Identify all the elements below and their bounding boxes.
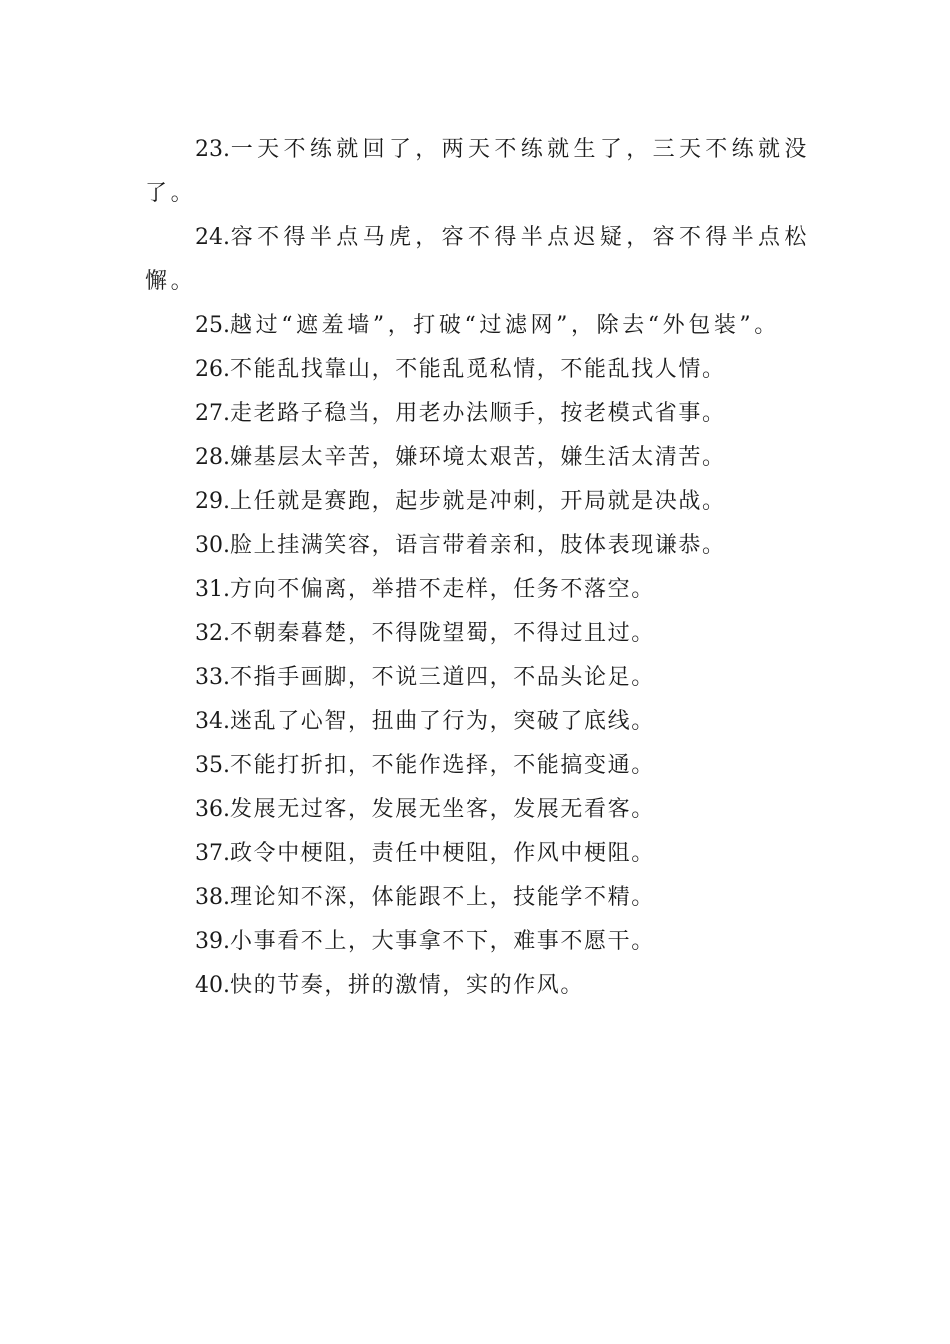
list-item-28 bbox=[145, 436, 810, 480]
item-text: 不朝秦暮楚，不得陇望蜀，不得过且过。 bbox=[230, 621, 655, 646]
list-item-27 bbox=[145, 392, 810, 436]
item-text: 越过“遮羞墙”，打破“过滤网”，除去“外包装”。 bbox=[230, 313, 780, 338]
item-text: 快的节奏，拼的激情，实的作风。 bbox=[230, 973, 585, 998]
item-text: 上任就是赛跑，起步就是冲刺，开局就是决战。 bbox=[230, 489, 726, 514]
list-item-24 bbox=[145, 216, 810, 304]
list-item-33 bbox=[145, 656, 810, 700]
item-text: 政令中梗阻，责任中梗阻，作风中梗阻。 bbox=[230, 841, 655, 866]
item-number: 38. bbox=[195, 885, 230, 910]
item-text: 方向不偏离，举措不走样，任务不落空。 bbox=[230, 577, 655, 602]
item-text: 一天不练就回了，两天不练就生了，三天不练就没了。 bbox=[145, 137, 810, 206]
list-item-31 bbox=[145, 568, 810, 612]
item-text: 发展无过客，发展无坐客，发展无看客。 bbox=[230, 797, 655, 822]
list-item-35 bbox=[145, 744, 810, 788]
item-text: 迷乱了心智，扭曲了行为，突破了底线。 bbox=[230, 709, 655, 734]
item-number: 35. bbox=[195, 753, 230, 778]
list-item-37 bbox=[145, 832, 810, 876]
list-item-38 bbox=[145, 876, 810, 920]
item-number: 32. bbox=[195, 621, 230, 646]
list-item-39 bbox=[145, 920, 810, 964]
item-number: 29. bbox=[195, 489, 230, 514]
item-number: 33. bbox=[195, 665, 230, 690]
item-number: 39. bbox=[195, 929, 230, 954]
item-number: 37. bbox=[195, 841, 230, 866]
list-item-29 bbox=[145, 480, 810, 524]
item-text: 不能乱找靠山，不能乱觅私情，不能乱找人情。 bbox=[230, 357, 726, 382]
item-text: 嫌基层太辛苦，嫌环境太艰苦，嫌生活太清苦。 bbox=[230, 445, 726, 470]
list-item-26 bbox=[145, 348, 810, 392]
item-number: 31. bbox=[195, 577, 230, 602]
item-number: 28. bbox=[195, 445, 230, 470]
item-text: 脸上挂满笑容，语言带着亲和，肢体表现谦恭。 bbox=[230, 533, 726, 558]
list-item-32 bbox=[145, 612, 810, 656]
list-item-30 bbox=[145, 524, 810, 568]
item-number: 23. bbox=[195, 137, 230, 162]
item-number: 27. bbox=[195, 401, 230, 426]
item-text: 走老路子稳当，用老办法顺手，按老模式省事。 bbox=[230, 401, 726, 426]
list-item-25 bbox=[145, 304, 810, 348]
item-text: 理论知不深，体能跟不上，技能学不精。 bbox=[230, 885, 655, 910]
item-number: 34. bbox=[195, 709, 230, 734]
item-number: 36. bbox=[195, 797, 230, 822]
item-text: 不能打折扣，不能作选择，不能搞变通。 bbox=[230, 753, 655, 778]
item-number: 30. bbox=[195, 533, 230, 558]
list-item-40 bbox=[145, 964, 810, 1008]
list-item-34 bbox=[145, 700, 810, 744]
item-text: 容不得半点马虎，容不得半点迟疑，容不得半点松懈。 bbox=[145, 225, 810, 294]
item-text: 小事看不上，大事拿不下，难事不愿干。 bbox=[230, 929, 655, 954]
item-number: 40. bbox=[195, 973, 230, 998]
item-number: 26. bbox=[195, 357, 230, 382]
list-item-36 bbox=[145, 788, 810, 832]
document-body bbox=[145, 128, 810, 1008]
item-number: 24. bbox=[195, 225, 230, 250]
item-number: 25. bbox=[195, 313, 230, 338]
item-text: 不指手画脚，不说三道四，不品头论足。 bbox=[230, 665, 655, 690]
list-item-23 bbox=[145, 128, 810, 216]
